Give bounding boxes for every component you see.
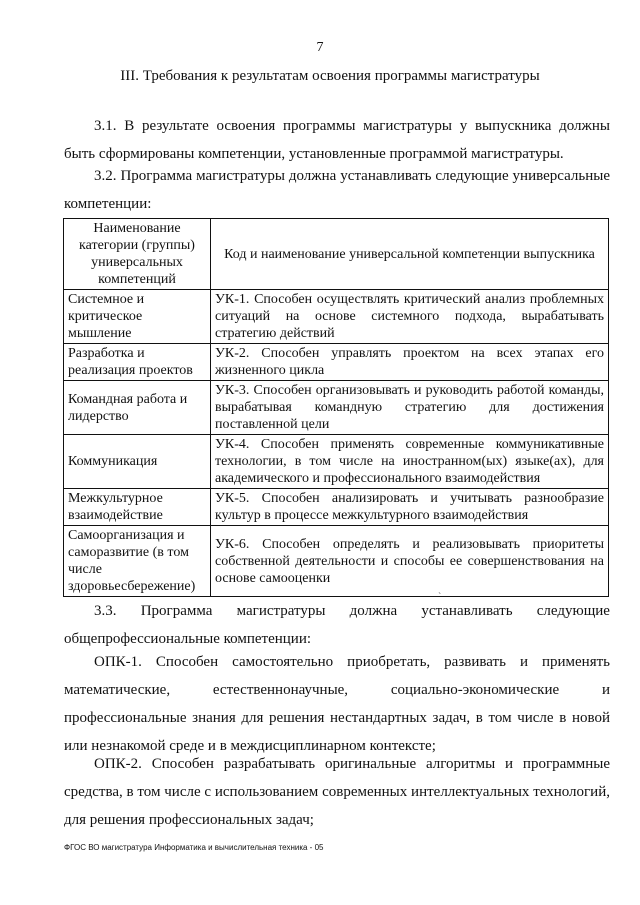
table-row xyxy=(64,290,609,344)
competence-category-cell: Коммуникация xyxy=(64,435,211,489)
header-code-cell: Код и наименование универсальной компетенции выпускника xyxy=(211,219,609,290)
paragraph-3-3-word: должна xyxy=(349,603,398,619)
competence-code-cell: УК-2. Способен управлять проектом на всех этапах его жизненного цикла xyxy=(211,344,609,381)
competence-category-cell: Системное и критическое мышление xyxy=(64,290,211,344)
table-row xyxy=(64,489,609,526)
competence-category-cell: Межкультурное взаимодействие xyxy=(64,489,211,526)
paragraph-3-3-word: следующие xyxy=(536,603,610,619)
paragraph-3-1: 3.1. В результате освоения программы магистратуры у выпускника должны быть сформированы компетенции, установленные программой магистратуры. xyxy=(64,118,610,162)
competence-code-cell: УК-4. Способен применять современные коммуникативные технологии, в том числе на иностранном(ых) языке(ах), для академического и профессионального взаимодействия xyxy=(211,435,609,489)
competence-category-cell: Самоорганизация и саморазвитие (в том числе здоровьесбережение) xyxy=(64,526,211,597)
universal-competencies-table xyxy=(63,218,609,597)
paragraph-3-2: 3.2. Программа магистратуры должна устанавливать следующие универсальные компетенции: xyxy=(64,168,610,212)
paragraph-3-3 xyxy=(64,597,610,653)
scan-mark: ˋ xyxy=(438,592,442,603)
section-heading: III. Требования к результатам освоения программы магистратуры xyxy=(120,68,540,84)
competence-category-cell: Разработка и реализация проектов xyxy=(64,344,211,381)
paragraph-3-3-word: 3.3. xyxy=(94,603,117,619)
paragraph-3-3-continuation: общепрофессиональные компетенции: xyxy=(64,631,312,647)
competence-category-cell: Командная работа и лидерство xyxy=(64,381,211,435)
competence-code-cell: УК-6. Способен определять и реализовывать приоритеты собственной деятельности и способы ее совершенствования на основе самооценки xyxy=(211,526,609,597)
paragraph-3-3-word: Программа xyxy=(140,603,213,619)
table-row xyxy=(64,435,609,489)
opk-2-paragraph: ОПК-2. Способен разрабатывать оригинальные алгоритмы и программные средства, в том числе с использованием современных интеллектуальных технологий, для решения профессиональных задач; xyxy=(64,756,610,828)
paragraph-3-3-first-line xyxy=(64,597,610,625)
footer-note: ФГОС ВО магистратура Информатика и вычислительная техника - 05 xyxy=(64,843,324,852)
paragraph-3-3-word: магистратуры xyxy=(236,603,326,619)
competence-code-cell: УК-5. Способен анализировать и учитывать разнообразие культур в процессе межкультурного взаимодействия xyxy=(211,489,609,526)
competence-code-cell: УК-3. Способен организовывать и руководить работой команды, вырабатывая командную стратегию для достижения поставленной цели xyxy=(211,381,609,435)
table-header-row xyxy=(64,219,609,290)
opk-1-paragraph: ОПК-1. Способен самостоятельно приобретать, развивать и применять математические, естественнонаучные, социально-экономические и профессиональные знания для решения нестандартных задач, в том числе в новой или незнакомой среде и в междисциплинарном контексте; xyxy=(64,654,610,754)
table-body xyxy=(64,290,609,597)
competence-code-cell: УК-1. Способен осуществлять критический анализ проблемных ситуаций на основе системного подхода, вырабатывать стратегию действий xyxy=(211,290,609,344)
paragraph-3-3-word: устанавливать xyxy=(421,603,513,619)
table-row xyxy=(64,344,609,381)
table-row xyxy=(64,526,609,597)
page-number: 7 xyxy=(316,40,324,55)
table-row xyxy=(64,381,609,435)
header-category-cell: Наименование категории (группы) универсальных компетенций xyxy=(64,219,211,290)
